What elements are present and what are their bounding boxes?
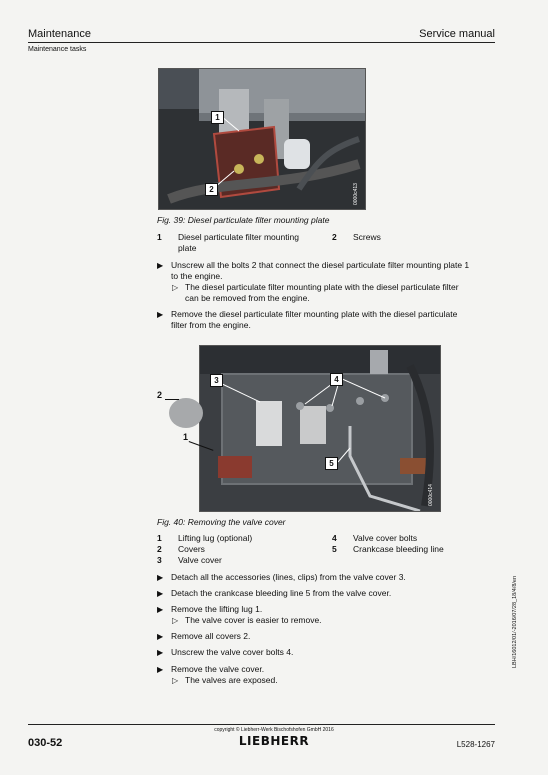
legend-number: 2 xyxy=(157,544,162,554)
figure-40-caption: Fig. 40: Removing the valve cover xyxy=(157,517,286,527)
legend-text: Valve cover xyxy=(178,555,222,565)
header-rule xyxy=(28,42,495,43)
result-arrow-icon: ▷ xyxy=(172,676,179,685)
legend-number: 2 xyxy=(332,232,337,242)
figure-40-callout-1: 1 xyxy=(183,432,189,442)
result-text: The valve cover is easier to remove. xyxy=(185,615,322,625)
instruction-step-continued xyxy=(157,271,497,282)
figure-39-callout-1: 1 xyxy=(211,111,224,124)
legend-number: 4 xyxy=(332,533,337,543)
footer-rule xyxy=(28,724,495,725)
legend-text: Lifting lug (optional) xyxy=(178,533,253,543)
figure-39-legend xyxy=(157,232,497,256)
step-text: to the engine. xyxy=(171,271,223,281)
legend-text: Screws xyxy=(353,232,381,242)
instruction-step xyxy=(157,588,497,599)
figure-40-callout-3: 3 xyxy=(210,374,223,387)
result-arrow-icon: ▷ xyxy=(172,283,179,292)
result-text: The valves are exposed. xyxy=(185,675,278,685)
figure-40-illustration xyxy=(200,346,440,511)
instruction-step xyxy=(157,631,497,642)
step-arrow-icon: ▶ xyxy=(157,573,164,582)
legend-number: 3 xyxy=(157,555,162,565)
figure-40-photo xyxy=(199,345,441,512)
legend-text: Crankcase bleeding line xyxy=(353,544,444,554)
step-text: Remove the lifting lug 1. xyxy=(171,604,263,614)
figure-40-image-id: 0000c414 xyxy=(428,484,434,506)
instruction-step xyxy=(157,604,497,615)
document-code: LBH/16012/01/-2016/07/28_18/4/8/en xyxy=(512,575,518,668)
legend-text: plate xyxy=(178,243,197,253)
copyright-text: copyright © Liebherr-Werk Bischofshofen GmbH 2016 xyxy=(214,727,334,733)
legend-text: Valve cover bolts xyxy=(353,533,418,543)
result-text: can be removed from the engine. xyxy=(185,293,310,303)
step-text: filter from the engine. xyxy=(171,320,251,330)
step-arrow-icon: ▶ xyxy=(157,632,164,641)
step-text: Remove all covers 2. xyxy=(171,631,251,641)
subsection-title: Maintenance tasks xyxy=(28,46,87,53)
result-arrow-icon: ▷ xyxy=(172,616,179,625)
instruction-step-continued xyxy=(157,320,497,331)
step-arrow-icon: ▶ xyxy=(157,648,164,657)
step-arrow-icon: ▶ xyxy=(157,605,164,614)
cover-illustration xyxy=(169,398,203,428)
liebherr-logo: LIEBHERR xyxy=(238,734,310,748)
step-text: Detach the crankcase bleeding line 5 from the valve cover. xyxy=(171,588,392,598)
instruction-step xyxy=(157,260,497,271)
result-text: The diesel particulate filter mounting plate with the diesel particulate filter xyxy=(185,282,459,292)
callout-leader-line xyxy=(165,399,179,400)
figure-39-illustration xyxy=(159,69,365,209)
instruction-step xyxy=(157,647,497,658)
legend-number: 5 xyxy=(332,544,337,554)
manual-title: Service manual xyxy=(419,28,495,40)
figure-40-legend xyxy=(157,533,497,566)
step-text: Remove the valve cover. xyxy=(171,664,265,674)
step-text: Unscrew the valve cover bolts 4. xyxy=(171,647,294,657)
figure-39-callout-2: 2 xyxy=(205,183,218,196)
legend-text: Diesel particulate filter mounting xyxy=(178,232,299,242)
figure-39-caption: Fig. 39: Diesel particulate filter mounting plate xyxy=(157,215,330,225)
section-title: Maintenance xyxy=(28,28,91,40)
figure-39-photo xyxy=(158,68,366,210)
legend-number: 1 xyxy=(157,533,162,543)
step-text: Remove the diesel particulate filter mounting plate with the diesel particulate xyxy=(171,309,458,319)
result-step-continued xyxy=(172,293,497,304)
figure-40-callout-2: 2 xyxy=(157,390,163,400)
instruction-step xyxy=(157,664,497,675)
step-arrow-icon: ▶ xyxy=(157,589,164,598)
instruction-step xyxy=(157,572,497,583)
page-number: 030-52 xyxy=(28,737,63,749)
step-text: Detach all the accessories (lines, clips) from the valve cover 3. xyxy=(171,572,406,582)
figure-40-callout-5: 5 xyxy=(325,457,338,470)
step-arrow-icon: ▶ xyxy=(157,261,164,270)
step-arrow-icon: ▶ xyxy=(157,665,164,674)
legend-text: Covers xyxy=(178,544,205,554)
result-step xyxy=(172,675,497,686)
step-arrow-icon: ▶ xyxy=(157,310,164,319)
instruction-step xyxy=(157,309,497,320)
result-step xyxy=(172,615,497,626)
step-text: Unscrew all the bolts 2 that connect the diesel particulate filter mounting plate 1 xyxy=(171,260,470,270)
figure-40-callout-4: 4 xyxy=(330,373,343,386)
result-step xyxy=(172,282,497,293)
legend-number: 1 xyxy=(157,232,162,242)
figure-39-image-id: 0000c413 xyxy=(353,183,359,205)
model-number: L528-1267 xyxy=(456,740,495,749)
